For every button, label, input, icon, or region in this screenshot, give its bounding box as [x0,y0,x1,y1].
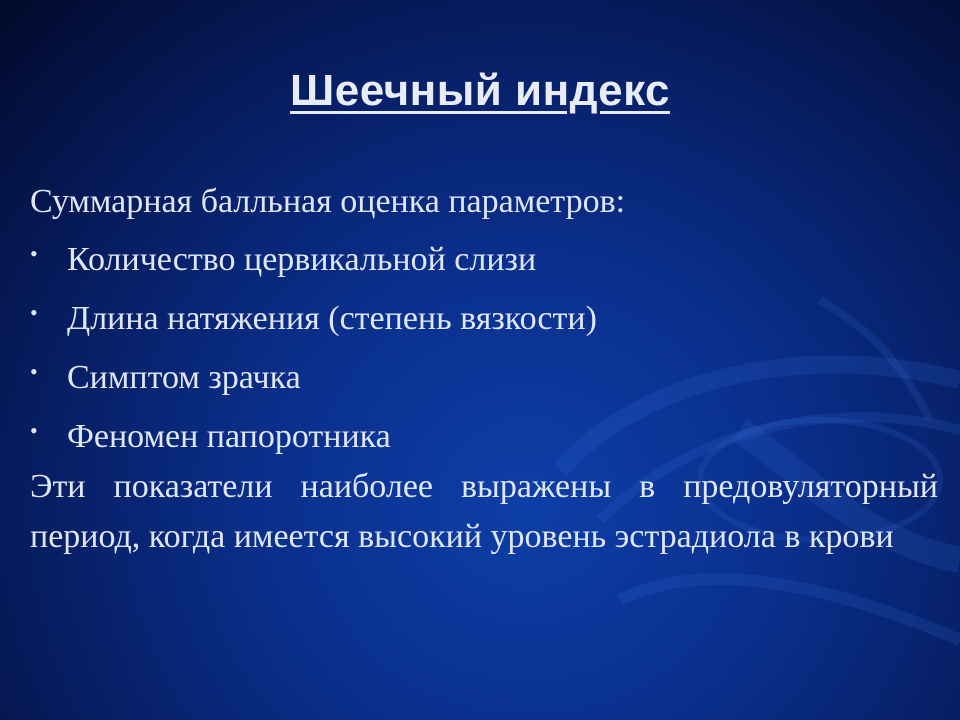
list-item-text: Симптом зрачка [67,359,301,396]
bullet-dot-icon: • [30,418,38,443]
list-item [30,417,938,457]
closing-paragraph: Эти показатели наиболее выражены в предовуляторный период, когда имеется высокий уровень эстрадиола в крови [30,468,938,555]
list-item [30,358,938,398]
parameter-list [30,240,938,457]
slide-title-text: Шеечный индекс [290,66,670,115]
intro-text: Суммарная балльная оценка параметров: [30,183,626,220]
list-item-text: Количество цервикальной слизи [67,241,537,278]
list-item-text: Феномен папоротника [67,418,391,455]
bullet-dot-icon: • [30,241,38,266]
bullet-dot-icon: • [30,359,38,384]
list-item [30,299,938,339]
list-item-text: Длина натяжения (степень вязкости) [67,300,597,337]
slide-body [30,182,938,610]
list-item [30,240,938,280]
slide-title [0,66,960,116]
bullet-dot-icon: • [30,300,38,325]
